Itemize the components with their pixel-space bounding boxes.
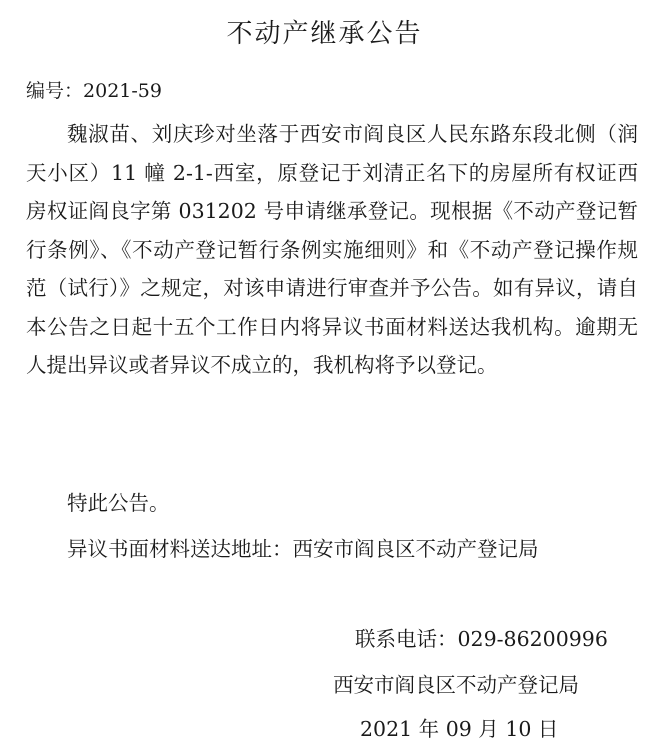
notice-closing: 特此公告。 [67,491,170,515]
notice-body: 魏淑苗、刘庆珍对坐落于西安市阎良区人民东路东段北侧（润天小区）11 幢 2-1-西室，原登记于刘清正名下的房屋所有权证西房权证阎良字第 031202 号申请继承登记。现根据《不动产登记暂行条例》、《不动产登记暂行条例实施细则》和《不动产登记操作规范（试行）》之规定，对该申请进行审查并予公告。如有异议，请自本公告之日起十五个工作日内将异议书面材料送达我机构。逾期无人提出异议或者异议不成立的，我机构将予以登记。 [26,122,638,377]
notice-number [26,76,162,106]
notice-number-label: 编号： [26,80,84,102]
contact-phone [355,622,608,656]
contact-phone-label: 联系电话： [355,627,458,651]
objection-address: 异议书面材料送达地址：西安市阎良区不动产登记局 [67,537,539,561]
notice-title: 不动产继承公告 [226,19,423,49]
contact-phone-value: 029-86200996 [457,627,608,651]
issue-date: 2021 年 09 月 10 日 [360,717,559,741]
notice-number-value: 2021-59 [83,80,162,102]
issuing-authority: 西安市阎良区不动产登记局 [333,673,579,697]
